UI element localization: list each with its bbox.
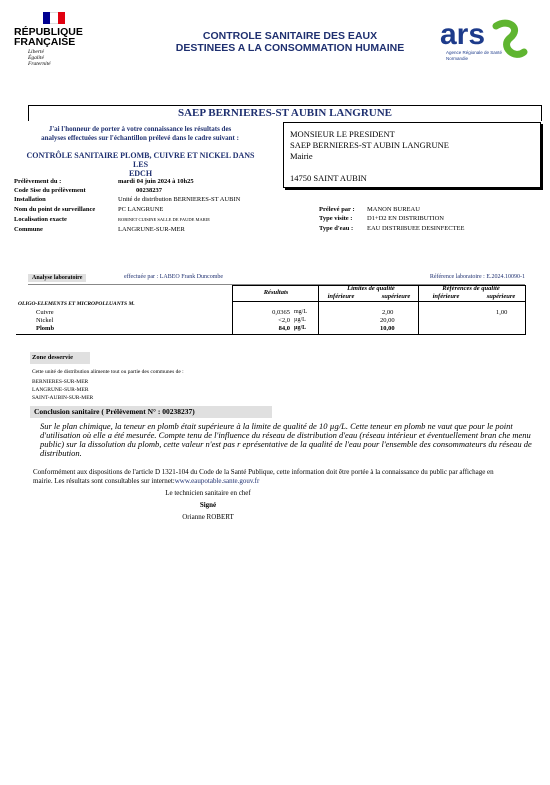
type-eau-label: Type d'eau : bbox=[319, 225, 354, 232]
row-limit: 20,00 bbox=[380, 317, 395, 324]
sample-info bbox=[14, 178, 544, 238]
republique-francaise-logo: RÉPUBLIQUE FRANÇAISE bbox=[14, 26, 83, 48]
commune-item: LANGRUNE-SUR-MER bbox=[32, 387, 89, 393]
results-table bbox=[16, 285, 528, 335]
conclusion-title: Conclusion sanitaire ( Prélèvement N° : 00238237) bbox=[30, 406, 272, 418]
marianne-flag-icon bbox=[43, 12, 65, 24]
row-name: Cuivre bbox=[36, 309, 54, 316]
col-lim-sup: supérieure bbox=[381, 293, 411, 300]
preleve-par-label: Prélevé par : bbox=[319, 206, 355, 213]
row-ref: 1,00 bbox=[496, 309, 508, 316]
page-title: CONTROLE SANITAIRE DES EAUX DESTINEES A LA CONSOMMATION HUMAINE bbox=[175, 30, 405, 54]
preleve-par-value: MANON BUREAU bbox=[367, 206, 420, 213]
network-title: SAEP BERNIERES-ST AUBIN LANGRUNE bbox=[28, 105, 542, 121]
row-name: Plomb bbox=[36, 325, 55, 332]
row-value: 84,0 bbox=[278, 325, 290, 332]
commune-label: Commune bbox=[14, 226, 43, 233]
type-visite-value: D1+D2 EN DISTRIBUTION bbox=[367, 215, 444, 222]
recipient-line: SAEP BERNIERES-ST AUBIN LANGRUNE bbox=[290, 140, 449, 150]
eaupotable-link[interactable]: www.eaupotable.sante.gouv.fr bbox=[174, 477, 260, 485]
point-label: Nom du point de surveillance bbox=[14, 206, 96, 213]
lab-label: Analyse laboratoire bbox=[28, 274, 86, 282]
ars-logo-subtitle: Agence Régionale de Santé bbox=[446, 50, 503, 55]
lab-reference: Référence laboratoire : E.2024.10090-1 bbox=[429, 274, 525, 280]
row-limit: 10,00 bbox=[380, 325, 395, 332]
row-limit: 2,00 bbox=[382, 309, 394, 316]
analysis-header bbox=[28, 272, 525, 285]
code-label: Code Sise du prélèvement bbox=[14, 187, 86, 194]
zone-text: Cette unité de distribution alimente tout ou partie des communes de : bbox=[32, 369, 184, 375]
prelevement-value: mardi 04 juin 2024 à 10h25 bbox=[118, 178, 194, 185]
signed-label: Signé bbox=[199, 501, 217, 509]
signatory-name: Orianne ROBERT bbox=[182, 513, 234, 521]
type-visite-label: Type visite : bbox=[319, 215, 353, 222]
conclusion-text: Sur le plan chimique, la teneur en plomb était supérieure à la limite de qualité de 10 µg/L. Cette teneur en plomb ne vaut que pour le point d'utilisation où elle a été mesurée. Compte tenu de l'influence du réseau de distribution d'eau (réseau intérieur et éventuellement bran che menu public) sur la dissolution du plomb, cette valeur n'est pas r eprésentative de la qualité de l'eau pour l'ensemble des consommateurs du réseau de distribution. bbox=[40, 421, 532, 458]
code-value: 00238237 bbox=[136, 187, 162, 194]
group-label: OLIGO-ELEMENTS ET MICROPOLLUANTS M. bbox=[18, 301, 135, 307]
row-value: <2,0 bbox=[278, 317, 290, 324]
recipient-line: 14750 SAINT AUBIN bbox=[290, 173, 367, 183]
localisation-value: ROBINET CUISINE SALLE DE FAUDE MARIE bbox=[118, 217, 210, 222]
zone-label: Zone desservie bbox=[30, 352, 90, 364]
point-value: PC LANGRUNE bbox=[118, 206, 164, 213]
row-unit: µg/L bbox=[294, 317, 306, 323]
intro-text: J'ai l'honneur de porter à votre connaissance les résultats des analyses effectuées sur l'échantillon prélevé dans le cadre suivant : bbox=[41, 125, 239, 142]
commune-item: SAINT-AUBIN-SUR-MER bbox=[32, 395, 94, 401]
row-unit: mg/L bbox=[294, 309, 307, 315]
republic-motto: Liberté Égalité Fraternité bbox=[28, 49, 51, 67]
col-results: Résultats bbox=[263, 289, 289, 296]
ars-logo-region: Normandie bbox=[446, 56, 469, 61]
control-type: CONTRÔLE SANITAIRE PLOMB, CUIVRE ET NICKEL DANS LES EDCH bbox=[26, 151, 255, 178]
row-name: Nickel bbox=[36, 317, 54, 324]
recipient-line: Mairie bbox=[290, 151, 313, 161]
commune-value: LANGRUNE-SUR-MER bbox=[118, 226, 185, 233]
zone-communes bbox=[32, 378, 93, 402]
ars-logo bbox=[438, 16, 528, 66]
col-ref-sup: supérieure bbox=[486, 293, 516, 300]
lab-value: effectuée par : LABEO Frank Duncombe bbox=[124, 274, 224, 280]
row-unit: µg/L bbox=[294, 325, 307, 331]
type-eau-value: EAU DISTRIBUEE DESINFECTEE bbox=[367, 225, 465, 232]
row-value: 0,0365 bbox=[272, 309, 290, 316]
recipient-line: MONSIEUR LE PRESIDENT bbox=[290, 129, 395, 139]
col-limits: Limites de qualité bbox=[347, 285, 395, 292]
commune-item: BERNIERES-SUR-MER bbox=[32, 379, 89, 385]
installation-label: Installation bbox=[14, 196, 46, 203]
col-ref-inf: inférieure bbox=[432, 293, 460, 300]
prelevement-label: Prélèvement du : bbox=[14, 178, 62, 185]
localisation-label: Localisation exacte bbox=[14, 216, 67, 223]
conformity-notice: Conformément aux dispositions de l'article D 1321-104 du Code de la Santé Publique, cette information doit être portée à la connaissance du public par affichage en mairie. Les résultats sont consultables sur internet:www.eaupotable.sante.gouv.fr bbox=[33, 468, 494, 485]
installation-value: Unité de distribution BERNIERES-ST AUBIN bbox=[118, 196, 241, 203]
signatory-title: Le technicien sanitaire en chef bbox=[165, 489, 251, 497]
col-refs: Références de qualité bbox=[442, 285, 500, 292]
ars-logo-text: ars bbox=[440, 18, 486, 51]
col-lim-inf: inférieure bbox=[327, 293, 355, 300]
